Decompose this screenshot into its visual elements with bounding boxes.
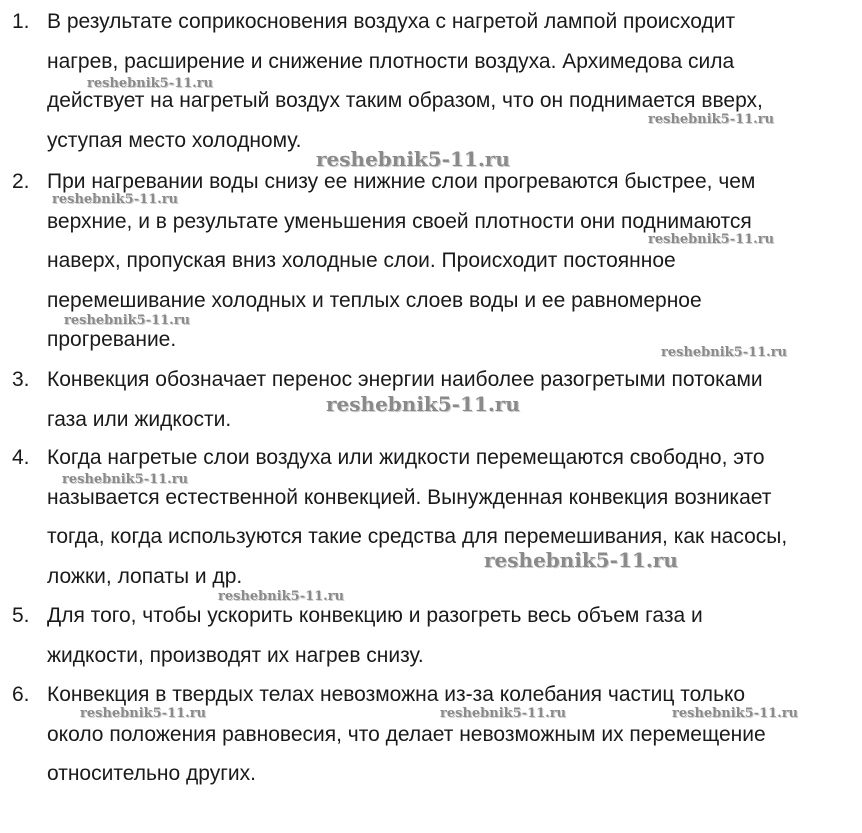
text-line: газа или жидкости. <box>47 407 232 431</box>
watermark: reshebnik5-11.ru <box>484 548 678 572</box>
text-line: относительно других. <box>47 762 256 785</box>
item-number: 2. <box>12 170 30 193</box>
watermark: reshebnik5-11.ru <box>218 589 345 604</box>
text-line: около положения равновесия, что делает невозможным их перемещение <box>47 722 766 746</box>
text-line: действует на нагретый воздух таким образом, что он поднимается вверх, <box>47 89 763 112</box>
watermark: reshebnik5-11.ru <box>87 76 214 91</box>
item-text <box>47 162 859 360</box>
item-number: 3. <box>12 368 30 391</box>
watermark: reshebnik5-11.ru <box>672 706 799 721</box>
watermark: reshebnik5-11.ru <box>648 112 775 127</box>
item-text <box>47 438 859 596</box>
watermark: reshebnik5-11.ru <box>80 706 207 721</box>
watermark: reshebnik5-11.ru <box>648 232 775 247</box>
watermark: reshebnik5-11.ru <box>661 345 788 360</box>
text-line: верхние, и в результате уменьшения своей плотности они поднимаются <box>47 209 752 233</box>
text-line: перемешивание холодных и теплых слоев воды и ее равномерное <box>47 288 702 312</box>
watermark: reshebnik5-11.ru <box>64 313 191 328</box>
watermark: reshebnik5-11.ru <box>316 147 510 171</box>
watermark: reshebnik5-11.ru <box>52 192 179 207</box>
text-line: При нагревании воды снизу ее нижние слои прогреваются быстрее, чем <box>47 170 756 193</box>
item-text <box>47 596 859 675</box>
text-line: называется естественной конвекцией. Вынужденная конвекция возникает <box>47 485 772 509</box>
item-number: 6. <box>12 683 30 706</box>
item-text <box>47 2 859 160</box>
watermark: reshebnik5-11.ru <box>440 706 567 721</box>
text-line: Конвекция в твердых телах невозможна из-за колебания частиц только <box>47 683 746 706</box>
watermark: reshebnik5-11.ru <box>62 472 189 487</box>
item-text <box>47 675 859 794</box>
item-number: 4. <box>12 446 30 469</box>
text-line: В результате соприкосновения воздуха с нагретой лампой происходит <box>47 10 736 33</box>
text-line: Для того, чтобы ускорить конвекцию и разогреть весь объем газа и <box>47 604 703 627</box>
text-line: нагрев, расширение и снижение плотности воздуха. Архимедова сила <box>47 49 735 73</box>
text-line: ложки, лопаты и др. <box>47 564 243 588</box>
text-line: тогда, когда используются такие средства для перемешивания, как насосы, <box>47 525 788 548</box>
item-number: 1. <box>12 10 30 33</box>
text-line: прогревание. <box>47 328 177 351</box>
text-line: жидкости, производят их нагрев снизу. <box>47 643 424 667</box>
item-number: 5. <box>12 604 30 627</box>
text-line: Конвекция обозначает перенос энергии наиболее разогретыми потоками <box>47 368 763 391</box>
item-text <box>47 360 859 439</box>
text-line: Когда нагретые слои воздуха или жидкости перемещаются свободно, это <box>47 446 765 469</box>
text-line: уступая место холодному. <box>47 128 302 152</box>
text-line: наверх, пропуская вниз холодные слои. Происходит постоянное <box>47 249 676 272</box>
watermark: reshebnik5-11.ru <box>326 392 520 416</box>
